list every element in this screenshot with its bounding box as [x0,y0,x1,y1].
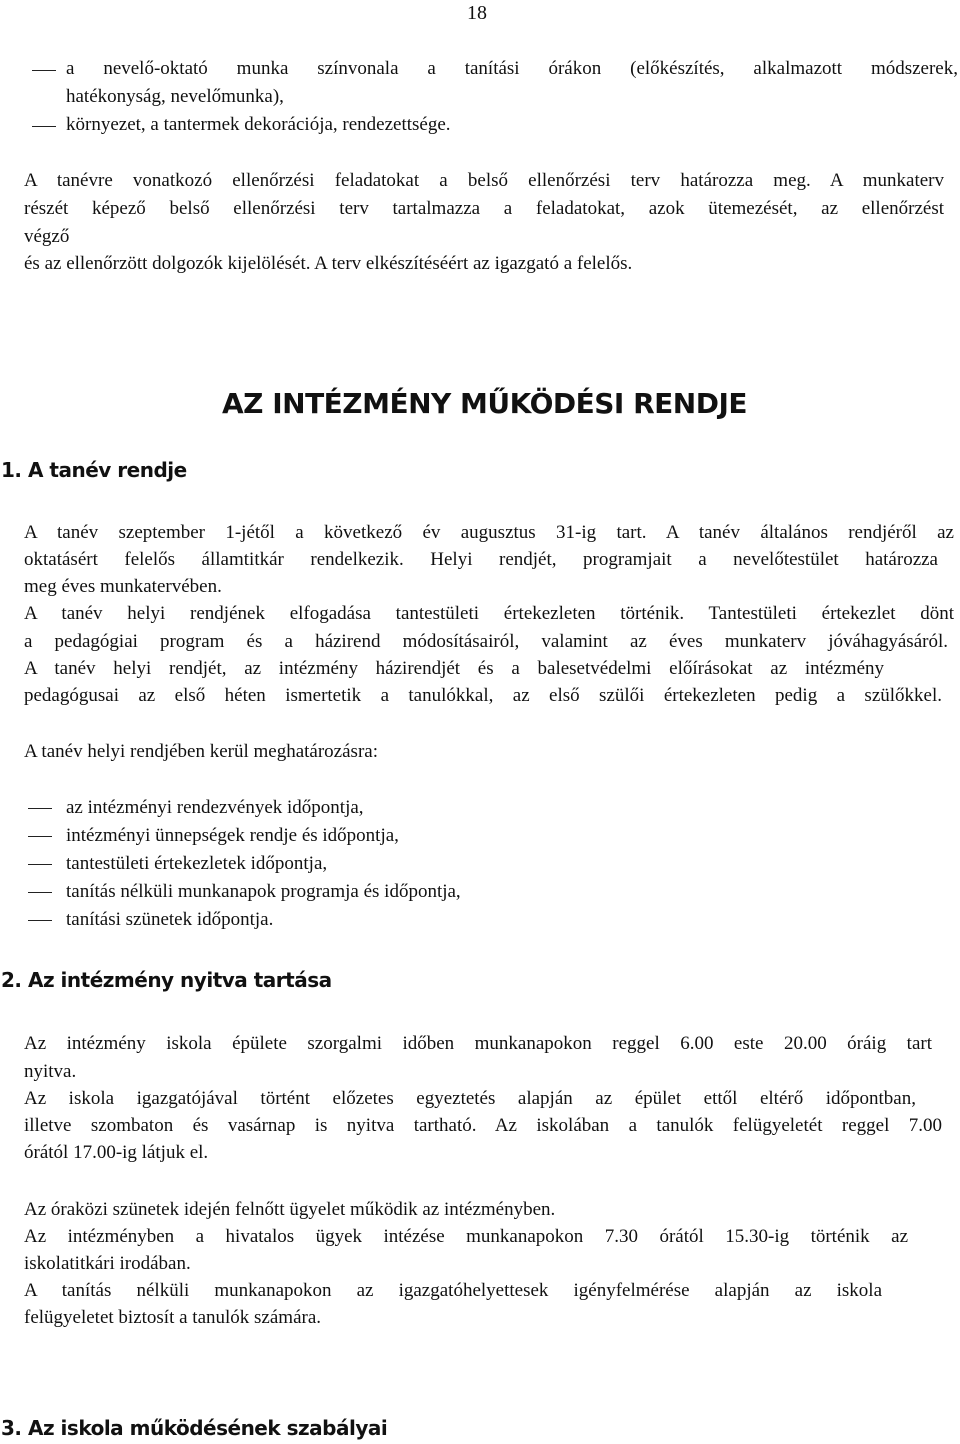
paragraph-line: A tanév helyi rendjének elfogadása tantestületi értekezleten történik. Tantestületi értekezlet dönt [24,603,954,624]
paragraph-line: nyitva. [24,1061,77,1082]
bullet-text: a nevelő-oktató munka színvonala a tanítási órákon (előkészítés, alkalmazott módszerek, [66,58,958,79]
paragraph-line: iskolatitkári irodában. [24,1253,191,1274]
paragraph-line: A tanévre vonatkozó ellenőrzési feladatokat a belső ellenőrzési terv határozza meg. A munkaterv [24,170,944,191]
bullet-dash [28,836,52,837]
list-item: tanítás nélküli munkanapok programja és időpontja, [66,881,461,902]
bullet-text: környezet, a tantermek dekorációja, rendezettsége. [66,114,451,135]
bullet-text: hatékonyság, nevelőmunka), [66,86,284,107]
paragraph-line: végző [24,226,70,247]
list-item: intézményi ünnepségek rendje és időpontja, [66,825,399,846]
section-heading: 1. A tanév rendje [1,458,187,482]
paragraph-line: A tanév szeptember 1-jétől a következő év augusztus 31-ig tart. A tanév általános rendjéről az [24,522,954,543]
list-intro: A tanév helyi rendjében kerül meghatározásra: [24,741,378,762]
paragraph-line: és az ellenőrzött dolgozók kijelölését. A terv elkészítéséért az igazgató a felelős. [24,253,633,274]
paragraph-line: Az óraközi szünetek idején felnőtt ügyelet működik az intézményben. [24,1199,556,1220]
bullet-dash [32,70,56,71]
paragraph-line: illetve szombaton és vasárnap is nyitva tartható. Az iskolában a tanulók felügyeletét reggel 7.00 [24,1115,942,1136]
paragraph-line: Az intézményben a hivatalos ügyek intézése munkanapokon 7.30 órától 15.30-ig történik az [24,1226,908,1247]
bullet-dash [28,808,52,809]
paragraph-line: pedagógusai az első héten ismertetik a tanulókkal, az első szülői értekezleten pedig a szülőkkel. [24,685,942,706]
paragraph-line: A tanév helyi rendjét, az intézmény házirendjét és a balesetvédelmi előírásokat az intézmény [24,658,884,679]
paragraph-line: oktatásért felelős államtitkár rendelkezik. Helyi rendjét, programjait a nevelőtestület határozza [24,549,938,570]
bullet-dash [28,920,52,921]
paragraph-line: részét képező belső ellenőrzési terv tartalmazza a feladatokat, azok ütemezését, az ellenőrzést [24,198,944,219]
paragraph-line: meg éves munkatervében. [24,576,222,597]
paragraph-line: Az intézmény iskola épülete szorgalmi időben munkanapokon reggel 6.00 este 20.00 óráig tart [24,1033,932,1054]
bullet-dash [32,126,56,127]
list-item: tantestületi értekezletek időpontja, [66,853,328,874]
paragraph-line: órától 17.00-ig látjuk el. [24,1142,209,1163]
section-heading: 3. Az iskola működésének szabályai [1,1416,388,1440]
page-number: 18 [467,2,487,24]
bullet-dash [28,864,52,865]
list-item: tanítási szünetek időpontja. [66,909,274,930]
list-item: az intézményi rendezvények időpontja, [66,797,364,818]
paragraph-line: felügyeletet biztosít a tanulók számára. [24,1307,322,1328]
paragraph-line: a pedagógiai program és a házirend módosításairól, valamint az éves munkaterv jóváhagyásáról. [24,631,948,652]
paragraph-line: Az iskola igazgatójával történt előzetes egyeztetés alapján az épület ettől eltérő időpontban, [24,1088,916,1109]
section-heading: 2. Az intézmény nyitva tartása [1,968,332,992]
main-title: AZ INTÉZMÉNY MŰKÖDÉSI RENDJE [222,387,747,420]
paragraph-line: A tanítás nélküli munkanapokon az igazgatóhelyettesek igényfelmérése alapján az iskola [24,1280,882,1301]
bullet-dash [28,892,52,893]
